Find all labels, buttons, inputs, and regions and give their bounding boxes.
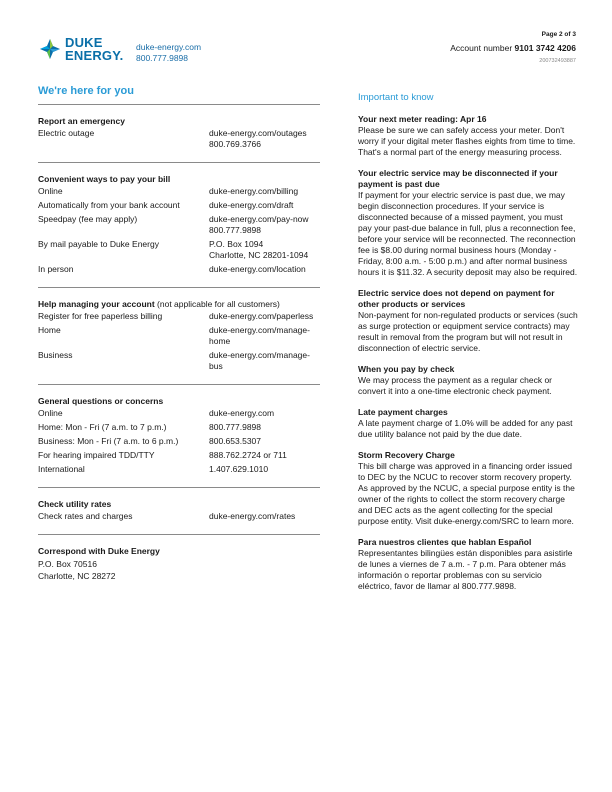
notice-body: A late payment charge of 1.0% will be added for any past due utility balance not paid by the due date. bbox=[358, 418, 573, 439]
row-label: In person bbox=[38, 264, 74, 274]
location-link[interactable]: duke-energy.com/location bbox=[209, 264, 306, 274]
row-label: Business: Mon - Fri (7 a.m. to 6 p.m.) bbox=[38, 436, 179, 446]
notice-service-dependence bbox=[358, 288, 578, 354]
tdd-phone: 888.762.2724 or 711 bbox=[209, 450, 287, 460]
correspond-address-line-2: Charlotte, NC 28272 bbox=[38, 571, 116, 581]
logo-line-2: ENERGY. bbox=[65, 47, 124, 63]
contact-row bbox=[38, 264, 320, 275]
notice-title: Storm Recovery Charge bbox=[358, 450, 455, 460]
row-value bbox=[209, 128, 320, 150]
section-title bbox=[38, 298, 320, 310]
row-value bbox=[209, 214, 320, 236]
notice-body: This bill charge was approved in a financing order issued to DEC by the NCUC to recover storm recovery property. As approved by the NCUC, a special purpose entity is the owner of the rights to collect the storm recovery charge and DEC acts as the agent collecting for the special purpose entity. Visit duke-energy.com/SRC to learn more. bbox=[358, 461, 575, 526]
notice-meter-reading bbox=[358, 114, 578, 158]
outage-phone: 800.769.3766 bbox=[209, 139, 261, 149]
section-pay-bill bbox=[38, 173, 320, 288]
important-column bbox=[358, 84, 578, 602]
section-title: Convenient ways to pay your bill bbox=[38, 174, 171, 184]
header-website-link[interactable]: duke-energy.com bbox=[136, 42, 202, 52]
mail-po-box: P.O. Box 1094 bbox=[209, 239, 264, 249]
notice-disconnection bbox=[358, 168, 578, 278]
section-check-rates bbox=[38, 498, 320, 535]
contact-row bbox=[38, 350, 320, 372]
business-phone: 800.653.5307 bbox=[209, 436, 261, 446]
notice-body: Please be sure we can safely access your meter. Don't worry if your digital meter flashes eights from time to time. That's a normal part of the energy measuring process. bbox=[358, 125, 576, 157]
website-link[interactable]: duke-energy.com bbox=[209, 408, 275, 418]
contact-row bbox=[38, 186, 320, 197]
header-phone: 800.777.9898 bbox=[136, 53, 188, 63]
notice-title: Your next meter reading: Apr 16 bbox=[358, 114, 487, 124]
draft-link[interactable]: duke-energy.com/draft bbox=[209, 200, 294, 210]
row-label: Home bbox=[38, 325, 61, 335]
contact-row bbox=[38, 325, 320, 347]
account-number-value: 9101 3742 4206 bbox=[514, 43, 576, 53]
contact-column-title: We're here for you bbox=[38, 84, 320, 105]
notice-storm-recovery bbox=[358, 450, 578, 527]
section-general-questions bbox=[38, 395, 320, 488]
contact-row bbox=[38, 311, 320, 322]
contact-row bbox=[38, 464, 320, 475]
document-code: 200732493887 bbox=[539, 58, 576, 64]
outage-link[interactable]: duke-energy.com/outages bbox=[209, 128, 307, 138]
row-label: Online bbox=[38, 408, 63, 418]
section-title: Report an emergency bbox=[38, 116, 125, 126]
contact-row bbox=[38, 450, 320, 461]
row-label: International bbox=[38, 464, 85, 474]
notice-body: Representantes bilingües están disponibles para asistirle de lunes a viernes de 7 a.m. - 7 p.m. Para obtener más información o reportar problemas con su servicio eléctrico, favor de llamar al 800.777.9898. bbox=[358, 548, 573, 591]
account-number-label: Account number bbox=[450, 43, 513, 53]
notice-title: Late payment charges bbox=[358, 407, 448, 417]
row-label: Check rates and charges bbox=[38, 511, 133, 521]
section-correspond bbox=[38, 545, 320, 591]
correspond-address-line-1: P.O. Box 70516 bbox=[38, 559, 97, 569]
notice-title: Your electric service may be disconnected if your payment is past due bbox=[358, 168, 558, 189]
contact-row bbox=[38, 200, 320, 211]
row-value bbox=[209, 239, 320, 261]
contact-row bbox=[38, 436, 320, 447]
row-label: For hearing impaired TDD/TTY bbox=[38, 450, 155, 460]
billing-link[interactable]: duke-energy.com/billing bbox=[209, 186, 299, 196]
section-title-text: Help managing your account bbox=[38, 299, 155, 309]
home-phone: 800.777.9898 bbox=[209, 422, 261, 432]
contact-row bbox=[38, 239, 320, 261]
speedpay-phone: 800.777.9898 bbox=[209, 225, 261, 235]
account-number-line bbox=[450, 43, 576, 54]
row-label: By mail payable to Duke Energy bbox=[38, 239, 159, 249]
row-label: Electric outage bbox=[38, 128, 95, 138]
notice-title: Electric service does not depend on payment for other products or services bbox=[358, 288, 555, 309]
page-info bbox=[450, 30, 576, 66]
mail-city: Charlotte, NC 28201-1094 bbox=[209, 250, 309, 260]
row-label: Business bbox=[38, 350, 73, 360]
notice-title: When you pay by check bbox=[358, 364, 455, 374]
logo-wordmark bbox=[65, 37, 123, 62]
contact-row bbox=[38, 511, 320, 522]
notice-late-payment bbox=[358, 407, 578, 440]
contact-row bbox=[38, 422, 320, 433]
section-title-note: (not applicable for all customers) bbox=[157, 299, 280, 309]
row-label: Register for free paperless billing bbox=[38, 311, 163, 321]
contact-column bbox=[38, 84, 320, 601]
page-header bbox=[0, 0, 612, 80]
paperless-link[interactable]: duke-energy.com/paperless bbox=[209, 311, 314, 321]
duke-energy-logo-mark-icon bbox=[38, 37, 62, 61]
notice-body: Non-payment for non-regulated products or services (such as surge protection or equipment service contracts) may result in removal from the program but will not result in disconnection of electric service. bbox=[358, 310, 578, 353]
notice-body: We may process the payment as a regular check or convert it into a one-time electronic check payment. bbox=[358, 375, 553, 396]
section-title: General questions or concerns bbox=[38, 396, 164, 406]
notice-spanish bbox=[358, 537, 578, 592]
manage-home-link[interactable]: duke-energy.com/manage-home bbox=[209, 325, 310, 346]
header-contact bbox=[136, 42, 201, 64]
manage-bus-link[interactable]: duke-energy.com/manage-bus bbox=[209, 350, 310, 371]
notice-body: If payment for your electric service is past due, we may begin disconnection procedures. If your service is disconnected because of a missed payment, you must pay your past-due balance in full, plus a reconnection fee, before your service will be reconnected. The reconnection fee is $8.00 during normal business hours (Monday - Friday, 8:00 a.m. - 5:00 p.m.) and after normal business hours it is $11.32. A security deposit may also be required. bbox=[358, 190, 578, 277]
pay-now-link[interactable]: duke-energy.com/pay-now bbox=[209, 214, 309, 224]
important-column-title: Important to know bbox=[358, 84, 578, 114]
contact-row bbox=[38, 214, 320, 236]
contact-row bbox=[38, 128, 320, 150]
section-report-emergency bbox=[38, 115, 320, 163]
rates-link[interactable]: duke-energy.com/rates bbox=[209, 511, 296, 521]
page-number: Page 2 of 3 bbox=[541, 31, 576, 38]
international-phone: 1.407.629.1010 bbox=[209, 464, 269, 474]
row-label: Speedpay (fee may apply) bbox=[38, 214, 138, 224]
row-label: Home: Mon - Fri (7 a.m. to 7 p.m.) bbox=[38, 422, 167, 432]
duke-energy-logo bbox=[38, 37, 130, 65]
logo-line-1: DUKE bbox=[65, 35, 103, 50]
row-label: Automatically from your bank account bbox=[38, 200, 180, 210]
section-help-managing bbox=[38, 298, 320, 385]
section-title: Correspond with Duke Energy bbox=[38, 546, 160, 556]
section-title: Check utility rates bbox=[38, 499, 112, 509]
row-label: Online bbox=[38, 186, 63, 196]
notice-title: Para nuestros clientes que hablan Español bbox=[358, 537, 532, 547]
notice-pay-by-check bbox=[358, 364, 578, 397]
contact-row bbox=[38, 408, 320, 419]
